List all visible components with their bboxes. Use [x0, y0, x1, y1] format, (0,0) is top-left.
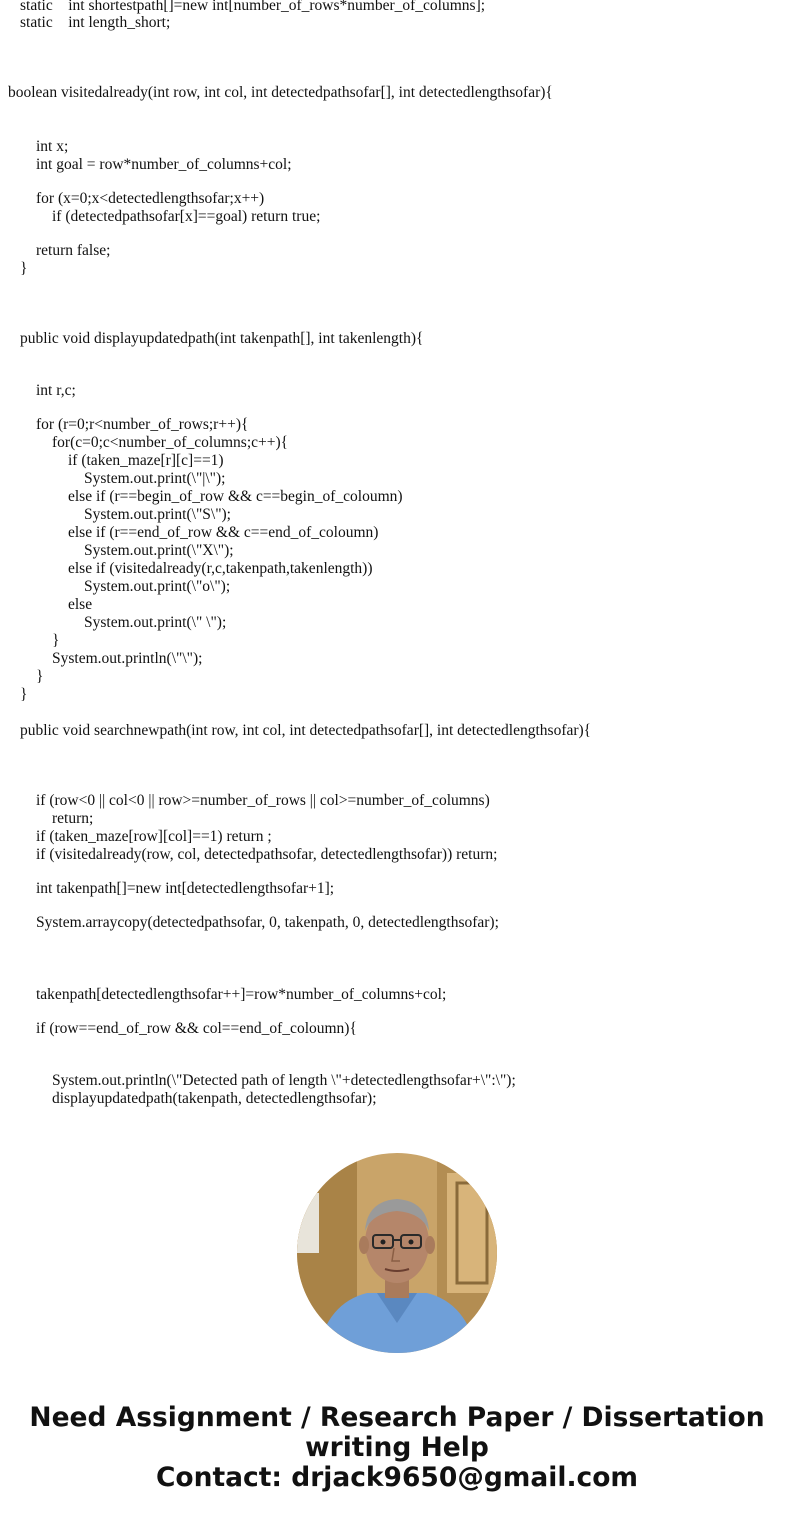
- code-line: if (taken_maze[row][col]==1) return ;: [36, 828, 272, 845]
- promo-contact-line: Contact: drjack9650@gmail.com: [155, 1462, 639, 1493]
- code-line: int r,c;: [36, 382, 76, 399]
- code-line: }: [20, 260, 28, 277]
- code-line: static int length_short;: [20, 14, 171, 31]
- promo-line-1: Need Assignment / Research Paper / Dissertation: [29, 1402, 765, 1433]
- presenter-avatar: [297, 1153, 497, 1353]
- code-line: static int shortestpath[]=new int[number_of_rows*number_of_columns];: [20, 0, 486, 14]
- code-line: displayupdatedpath(takenpath, detectedlengthsofar);: [52, 1090, 377, 1107]
- code-line: int goal = row*number_of_columns+col;: [36, 156, 292, 173]
- promo-line-2: writing Help: [305, 1432, 489, 1463]
- presenter-photo: [297, 1153, 497, 1353]
- code-line: for (r=0;r<number_of_rows;r++){: [36, 416, 249, 433]
- code-line: for(c=0;c<number_of_columns;c++){: [52, 434, 289, 451]
- code-line: System.arraycopy(detectedpathsofar, 0, takenpath, 0, detectedlengthsofar);: [36, 914, 499, 931]
- code-line: int takenpath[]=new int[detectedlengthsofar+1];: [36, 880, 335, 897]
- code-line: else if (visitedalready(r,c,takenpath,takenlength)): [68, 560, 373, 577]
- code-line: else if (r==begin_of_row && c==begin_of_coloumn): [68, 488, 403, 505]
- code-line: else if (r==end_of_row && c==end_of_coloumn): [68, 524, 379, 541]
- code-line: System.out.println(\"Detected path of length \"+detectedlengthsofar+\":\");: [52, 1072, 516, 1089]
- code-line: if (detectedpathsofar[x]==goal) return true;: [52, 208, 321, 225]
- code-line: else: [68, 596, 93, 613]
- code-line: public void searchnewpath(int row, int col, int detectedpathsofar[], int detectedlengthsofar){: [20, 722, 592, 739]
- code-line: }: [52, 632, 60, 649]
- code-line: return false;: [36, 242, 111, 259]
- code-line: }: [20, 686, 28, 703]
- code-line: if (row<0 || col<0 || row>=number_of_rows || col>=number_of_columns): [36, 792, 490, 809]
- code-line: System.out.print(\"S\");: [84, 506, 231, 523]
- code-line: public void displayupdatedpath(int takenpath[], int takenlength){: [20, 330, 424, 347]
- code-line: }: [36, 668, 44, 685]
- code-line: System.out.print(\" \");: [84, 614, 227, 631]
- code-line: return;: [52, 810, 94, 827]
- code-line: System.out.print(\"|\");: [84, 470, 226, 487]
- code-line: takenpath[detectedlengthsofar++]=row*number_of_columns+col;: [36, 986, 447, 1003]
- contact-banner: [0, 1403, 794, 1493]
- code-line: for (x=0;x<detectedlengthsofar;x++): [36, 190, 265, 207]
- code-line: if (row==end_of_row && col==end_of_coloumn){: [36, 1020, 357, 1037]
- code-line: if (taken_maze[r][c]==1): [68, 452, 224, 469]
- code-line: System.out.println(\"\");: [52, 650, 203, 667]
- code-line: boolean visitedalready(int row, int col, int detectedpathsofar[], int detectedlengthsofar){: [8, 84, 553, 101]
- code-line: int x;: [36, 138, 69, 155]
- code-line: if (visitedalready(row, col, detectedpathsofar, detectedlengthsofar)) return;: [36, 846, 498, 863]
- code-line: System.out.print(\"o\");: [84, 578, 231, 595]
- code-line: System.out.print(\"X\");: [84, 542, 234, 559]
